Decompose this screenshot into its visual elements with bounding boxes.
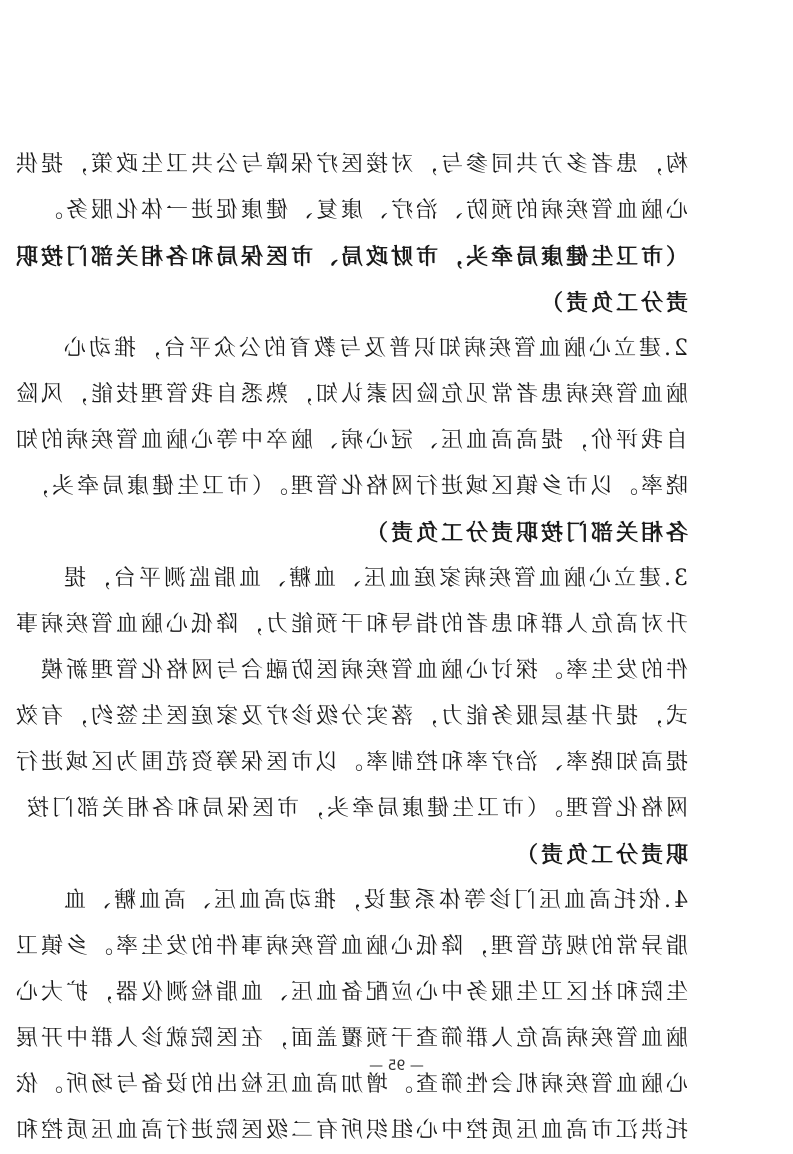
text-line: 脑血管疾病高危人群筛查干预覆盖面，在医院就诊人群中开展 — [12, 1026, 688, 1051]
text-line: 各相关部门按职责分工负责） — [362, 520, 688, 546]
text-line: 托洪江市高血压质控中心组织所有二级医院进行高血压质控和 — [12, 1118, 688, 1143]
text-line: 2.建立心脑血管疾病知识普及与教育的公众平台，推动心 — [61, 336, 688, 361]
text-line: 3.建立心脑血管疾病家庭血压、血糖、血脂监测平台，提 — [61, 566, 688, 591]
text-line: 升对高危人群和患者的指导和干预能力，降低心脑血管疾病事 — [12, 612, 688, 637]
text-line: 职责分工负责） — [512, 842, 688, 868]
page-number: — 95 — — [369, 1058, 424, 1074]
text-line: 生院和社区卫生服务中心应配备血压、血脂检测仪器，扩大心 — [12, 980, 688, 1005]
text-line: 脑血管疾病患者常见危险因素认知，熟悉自我管理技能，风险 — [12, 382, 688, 407]
text-line: 构，患者多方共同参与，对接医疗保障与公共卫生政策，提供 — [12, 152, 688, 177]
text-line: 自我评价，提高高血压、冠心病、脑卒中等心脑血管疾病的知 — [12, 428, 688, 453]
body-text — [12, 142, 688, 1154]
text-line: 责分工负责） — [537, 290, 688, 316]
text-line: 晓率。以市乡镇区域进行网格化管理。（市卫生健康局牵头， — [23, 474, 688, 499]
text-line: （市卫生健康局牵头，市财政局、市医保局和各相关部门按职 — [12, 244, 688, 270]
text-line: 4.依托高血压门诊等体系建设，推动高血压、高血糖、血 — [61, 888, 688, 913]
text-line: 式，提升基层服务能力，落实分级诊疗及家庭医生签约，有效 — [12, 704, 688, 729]
text-line: 提高知晓率、治疗率和控制率。以市医保筹资范围为区域进行 — [12, 750, 688, 775]
text-line: 心脑血管疾病机会性筛查。增加高血压检出的设备与场所。依 — [12, 1072, 688, 1097]
text-line: 网格化管理。（市卫生健康局牵头，市医保局和各相关部门按 — [23, 796, 688, 821]
text-line: 脂异常的规范管理，降低心脑血管疾病事件的发生率。乡镇卫 — [12, 934, 688, 959]
text-line: 件的发生率。探讨心脑血管疾病医防融合与网格化管理新模 — [37, 658, 688, 683]
text-line: 心脑血管疾病的预防、治疗、康复、健康促进一体化服务。 — [37, 198, 688, 223]
